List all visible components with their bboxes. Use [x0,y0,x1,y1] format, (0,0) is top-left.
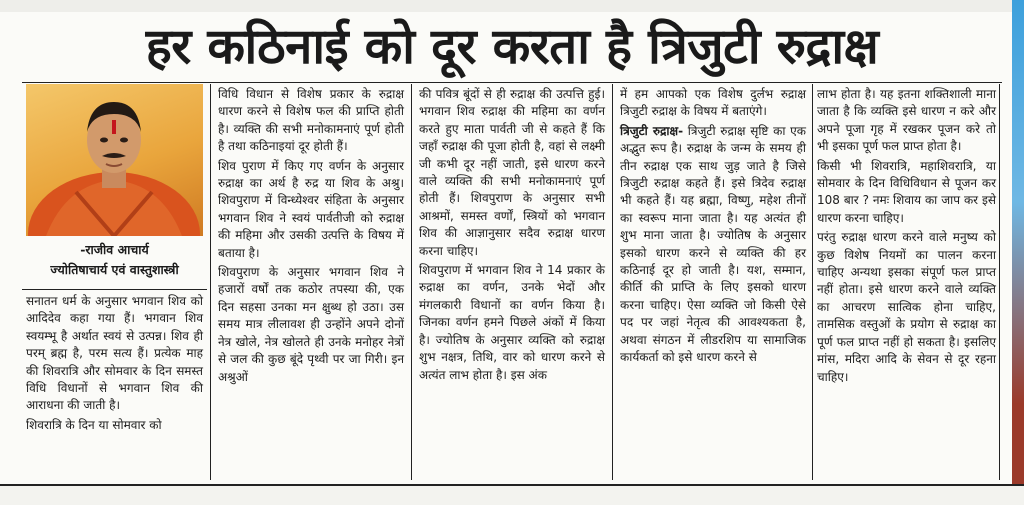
column-rule-5 [999,84,1000,480]
author-title: ज्योतिषाचार्य एवं वास्तुशास्त्री [50,262,179,277]
author-photo [26,84,203,236]
column-4-paragraph-2-text: त्रिजुटी रुद्राक्ष सृष्टि का एक अद्भुत रूप है। रुद्राक्ष के जन्म के समय ही तीन रुद्राक्ष एक साथ जुड़ जाते है जिसे त्रिजुटी रुद्राक्ष कहते हैं। इसे त्रिदेव रुद्राक्ष भी कहते हैं। यह ब्रह्मा, विष्णु, महेश तीनों का स्वरूप माना जाता है। यह अत्यंत ही शुभ माना जाता है। ज्योतिष के अनुसार इसको धारण करने से व्यक्ति की हर कठिनाई दूर हो जाती है। यश, सम्मान, कीर्ति की प्राप्ति के लिए इसको धारण करना चाहिए। ऐसा व्यक्ति जो किसी ऐसे पद पर जहां नेतृत्व की आवश्यकता है, अथवा संगठन में लीडरशिप या सामाजिक कार्यकर्ता को इसे धारण करने से [620,123,806,365]
column-5-paragraph-3: परंतु रुद्राक्ष धारण करने वाले मनुष्य को कुछ विशेष नियमों का पालन करना चाहिए अन्यथा इसका संपूर्ण फल प्राप्त नहीं होता। इसे धारण करने वाले व्यक्ति का आचरण सात्विक होना चाहिए, तामसिक वस्तुओं के प्रयोग से रुद्राक्ष का पूर्ण फल प्राप्त नहीं हो सकता है। इसलिए मांस, मदिरा आदि के सेवन से दूर रहना चाहिए। [817,230,996,384]
headline: हर कठिनाई को दूर करता है त्रिजुटी रुद्राक्ष [145,18,879,75]
column-2-paragraph-1: विधि विधान से विशेष प्रकार के रुद्राक्ष धारण करने से विशेष फल की प्राप्ति होती है। व्यक्ति की सभी मनोकामनाएं पूर्ण होती है तथा कठिनाइयां दूर होती हैं। [218,87,404,154]
column-4-paragraph-2 [620,123,806,367]
column-1 [26,293,203,434]
column-1-paragraph-2: शिवरात्रि के दिन या सोमवार को [26,417,162,432]
column-5 [817,86,996,386]
column-1-paragraph-1: सनातन धर्म के अनुसार भगवान शिव को आदिदेव कहा गया हैं। भगवान शिव स्वयम्भू है अर्थात स्वयं से उत्पन्न। शिव ही परम् ब्रह्म है, परम सत्य हैं। प्रत्येक माह की शिवरात्रि और सोमवार के दिन समस्त विधि विधानों से भगवान शिव की आराधना की जाती है। [26,294,203,413]
author-byline [26,240,203,288]
column-3 [419,86,605,384]
column-3-paragraph-2: शिवपुराण में भगवान शिव ने 14 प्रकार के रुद्राक्ष का वर्णन, उनके भेदों और मंगलकारी विधानों का वर्णन किया है। जिनका वर्णन हमने पिछले अंकों में किया है। ज्योतिष के अनुसार व्यक्ति को रुद्राक्ष शुभ नक्षत्र, तिथि, वार को धारण करने से अत्यंत लाभ होता है। इस अंक [419,263,605,382]
column-rule-1 [210,84,211,480]
column-5-paragraph-1: लाभ होता है। यह इतना शक्तिशाली माना जाता है कि व्यक्ति इसे धारण न करे और अपने पूजा गृह में रखकर पूजन करे तो भी इसका पूर्ण फल प्राप्त होता है। [817,87,996,154]
previous-page-strip [0,0,1024,12]
column-3-paragraph-1: की पवित्र बूंदों से ही रुद्राक्ष की उत्पत्ति हुई। भगवान शिव रुद्राक्ष की महिमा का वर्णन करते हुए माता पार्वती जी से कहते हैं कि जहाँ रुद्राक्ष की पूजा होती है, वहां से लक्ष्मी जी कभी दूर नहीं जाती, इसे धारण करने वाले व्यक्ति की सभी मनोकामनाएं पूर्ण होती हैं। शिवपुराण के अनुसार सभी आश्रमों, समस्त वर्णों, स्त्रियों को भगवान शिव की आज्ञानुसार सदैव रुद्राक्ष धारण करना चाहिए। [419,87,605,258]
column-2-paragraph-2: शिव पुराण में किए गए वर्णन के अनुसार रुद्राक्ष का अर्थ है रुद्र या शिव के अश्रु। शिवपुराण में विन्ध्येश्वर संहिता के अनुसार भगवान शिव ने स्वयं पार्वतीजी को रुद्राक्ष की महिमा और उसकी उत्पत्ति के विषय में बताया है। [218,158,404,260]
column-rule-4 [812,84,813,480]
column-5-paragraph-2: किसी भी शिवरात्रि, महाशिवरात्रि, या सोमवार के दिन विधिविधान से पूजन कर 108 बार ? नमः शिवाय का जाप कर इसे धारण करना चाहिए। [817,158,996,225]
column-2 [218,86,404,386]
column-rule-3 [612,84,613,480]
column-2-paragraph-3: शिवपुराण के अनुसार भगवान शिव ने हजारों वर्षों तक कठोर तपस्या की, एक दिन सहसा उनका मन क्षुब्ध हो उठा। उस समय मात्र लीलावश ही उन्होंने अपने दोनों नेत्र खोले, नेत्र खोलते ही उनके मनोहर नेत्रों से जल की कुछ बूंदे पृथ्वी पर जा गिरी। इन अश्रुओं [218,265,404,384]
column-4 [620,86,806,367]
byline-rule [22,289,207,290]
page-footer-margin [0,486,1024,505]
headline-rule [22,82,1002,83]
adjacent-page-edge [1012,0,1024,505]
subheading-trijuti-rudraksha: त्रिजुटी रुद्राक्ष- [620,123,684,138]
column-4-paragraph-1: में हम आपको एक विशेष दुर्लभ रुद्राक्ष त्रिजुटी रुद्राक्ष के विषय में बताएंगे। [620,87,806,119]
column-rule-2 [411,84,412,480]
author-portrait-illustration [26,84,203,236]
author-name: -राजीव आचार्य [80,242,149,257]
